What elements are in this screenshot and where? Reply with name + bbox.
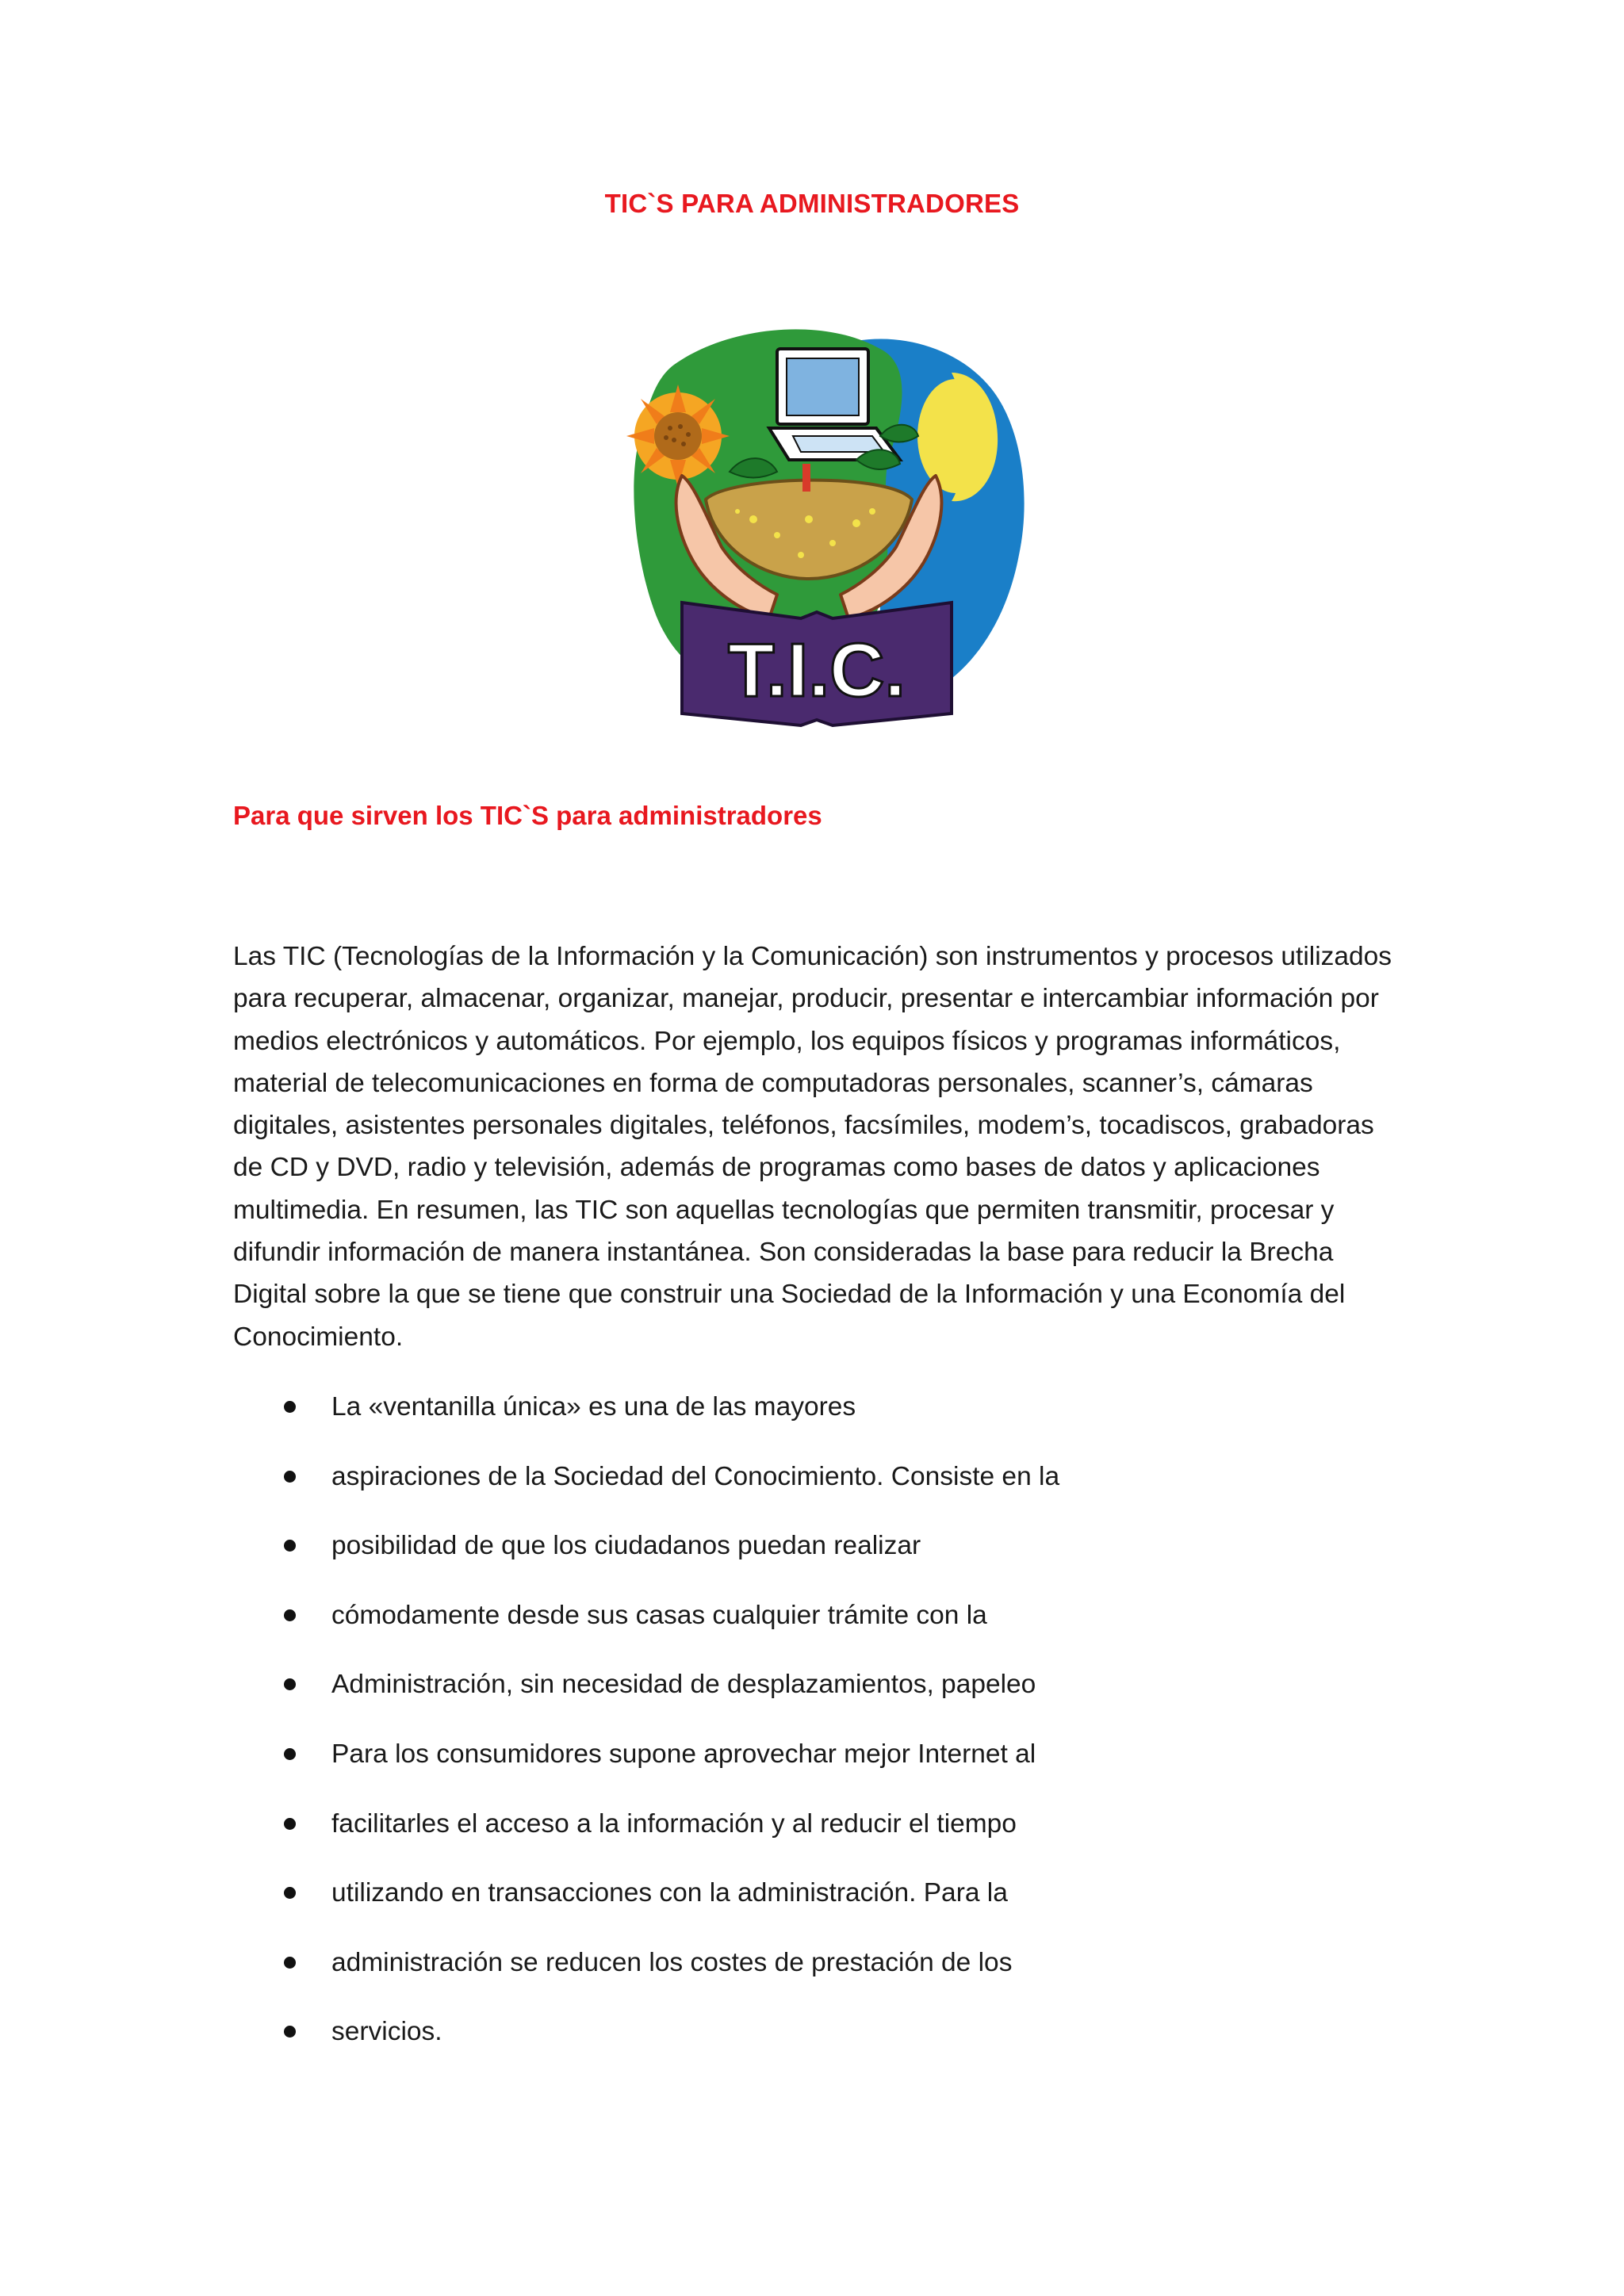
list-item xyxy=(233,1594,1059,1664)
tic-clipart-logo-icon xyxy=(619,317,1031,729)
document-title: TIC`S PARA ADMINISTRADORES xyxy=(604,189,1020,218)
list-item xyxy=(233,2011,1059,2080)
bullet-icon xyxy=(284,1401,296,1413)
bullet-icon xyxy=(284,1748,296,1760)
bullet-icon xyxy=(284,1887,296,1899)
logo-label: T.I.C. xyxy=(727,628,906,713)
list-item-text: Administración, sin necesidad de desplazamientos, papeleo xyxy=(331,1670,1036,1700)
list-item-text: posibilidad de que los ciudadanos puedan realizar xyxy=(331,1531,921,1561)
bullet-icon xyxy=(284,1957,296,1969)
list-item xyxy=(233,1456,1059,1525)
list-item-text: La «ventanilla única» es una de las mayores xyxy=(331,1392,856,1422)
list-item xyxy=(233,1942,1059,2011)
bullet-icon xyxy=(284,1609,296,1621)
bullet-list xyxy=(233,1386,1059,2080)
list-item-text: aspiraciones de la Sociedad del Conocimiento. Consiste en la xyxy=(331,1461,1060,1491)
list-item-text: utilizando en transacciones con la administración. Para la xyxy=(331,1878,1008,1908)
bullet-icon xyxy=(284,1540,296,1552)
list-item xyxy=(233,1733,1059,1803)
section-heading: Para que sirven los TIC`S para administradores xyxy=(233,801,822,830)
body-paragraph: Las TIC (Tecnologías de la Información y la Comunicación) son instrumentos y procesos utilizados para recuperar, almacenar, organizar, manejar, producir, presentar e intercambiar información por medios electrónicos y automáticos. Por ejemplo, los equipos físicos y programas informáticos, material de telecomunicaciones en forma de computadoras personales, scanner’s, cámaras digitales, asistentes personales digitales, teléfonos, facsímiles, modem’s, tocadiscos, grabadoras de CD y DVD, radio y televisión, además de programas como bases de datos y aplicaciones multimedia. En resumen, las TIC son aquellas tecnologías que permiten transmitir, procesar y difundir información de manera instantánea. Son consideradas la base para reducir la Brecha Digital sobre la que se tiene que construir una Sociedad de la Información y una Economía del Conocimiento. xyxy=(233,942,1392,1352)
list-item xyxy=(233,1525,1059,1594)
bullet-icon xyxy=(284,2026,296,2038)
list-item xyxy=(233,1872,1059,1942)
bullet-icon xyxy=(284,1818,296,1830)
list-item-text: facilitarles el acceso a la información y al reducir el tiempo xyxy=(331,1808,1017,1839)
bullet-icon xyxy=(284,1471,296,1483)
list-item xyxy=(233,1386,1059,1456)
list-item-text: servicios. xyxy=(331,2017,442,2047)
list-item-text: Para los consumidores supone aprovechar mejor Internet al xyxy=(331,1739,1036,1769)
list-item xyxy=(233,1663,1059,1733)
list-item-text: cómodamente desde sus casas cualquier trámite con la xyxy=(331,1600,987,1630)
bullet-icon xyxy=(284,1678,296,1690)
list-item xyxy=(233,1803,1059,1873)
list-item-text: administración se reducen los costes de prestación de los xyxy=(331,1947,1013,1977)
